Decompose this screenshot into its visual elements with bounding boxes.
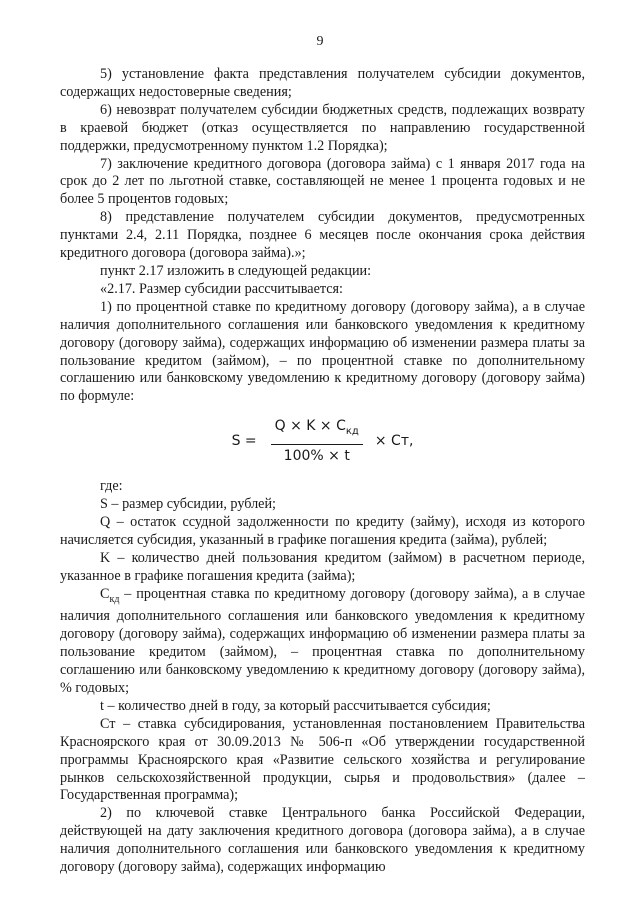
paragraph-method-2: 2) по ключевой ставке Центрального банка Российской Федерации, действующей на дату заключения кредитного договора (договора займа), а в случае наличия дополнительного соглашения или банковского уведомления к кредитному договору (договору займа), содержащих информацию [60, 805, 585, 876]
subsidy-formula [60, 406, 585, 478]
paragraph-item-5: 5) установление факта представления получателем субсидии документов, содержащих недостоверные сведения; [60, 66, 585, 100]
paragraph-method-1: 1) по процентной ставке по кредитному договору (договору займа), а в случае наличия дополнительного соглашения или банковского уведомления к кредитному договору (договору займа), содержащих информацию об изменении размера платы за пользование кредитом (займом), – по процентной ставке по дополнительному соглашению или банковскому уведомлению к кредитному договору (договору займа) по формуле: [60, 298, 585, 405]
ckd-symbol: С [100, 585, 110, 602]
document-body [60, 66, 585, 877]
paragraph-item-8: 8) представление получателем субсидии документов, предусмотренных пунктами 2.4, 2.11 Порядка, позднее 6 месяцев после окончания срока действия кредитного договора (договора займа).»; [60, 209, 585, 262]
definition-s: S – размер субсидии, рублей; [100, 496, 276, 513]
paragraph-amendment-intro: пункт 2.17 изложить в следующей редакции: [100, 262, 372, 279]
ckd-subscript: кд [109, 593, 120, 605]
paragraph-2-17-heading: «2.17. Размер субсидии рассчитывается: [100, 280, 344, 297]
definition-q: Q – остаток ссудной задолженности по кредиту (займу), исходя из которого начисляется субсидия, указанный в графике погашения кредита (займа), рублей; [60, 514, 585, 548]
formula-denominator: 100% × t [283, 448, 350, 465]
paragraph-where: где: [100, 478, 123, 495]
definition-ckd [60, 586, 585, 698]
formula-numerator [271, 418, 363, 445]
definition-st: Ст – ставка субсидирования, установленная постановлением Правительства Красноярского края от 30.09.2013 № 506-п «Об утверждении государственной программы Красноярского края «Развитие сельского хозяйства и регулирование рынков сельскохозяйственной продукции, сырья и продовольствия» (далее – Государственная программа); [60, 715, 585, 804]
formula-numerator-main: Q × K × C [274, 418, 346, 435]
definition-k: K – количество дней пользования кредитом (займом) в расчетном периоде, указанное в графике погашения кредита (займа); [60, 549, 585, 584]
page-number: 9 [316, 34, 324, 49]
ckd-text: – процентная ставка по кредитному договору (договору займа), а в случае наличия дополнительного соглашения или банковского уведомления к кредитному договору (договору займа), содержащих информацию об изменении размера платы за пользование кредитом (займом), – процентная ставка по дополнительному соглашению или банковскому уведомлению к кредитному договору (договору займа), % годовых; [60, 585, 585, 697]
formula-numerator-subscript: кд [345, 426, 359, 438]
formula-tail: × Ст, [374, 433, 414, 450]
definition-t: t – количество дней в году, за который рассчитывается субсидия; [100, 697, 491, 714]
paragraph-item-7: 7) заключение кредитного договора (договора займа) с 1 января 2017 года на срок до 2 лет по льготной ставке, составляющей не менее 1 процента годовых и не более 5 процентов годовых; [60, 155, 585, 208]
formula-lhs: S = [231, 433, 257, 450]
formula-fraction [271, 418, 363, 466]
paragraph-item-6: 6) невозврат получателем субсидии бюджетных средств, подлежащих возврату в краевой бюджет (отказ осуществляется по направлению государственной поддержки, предусмотренному пунктом 1.2 Порядка); [60, 101, 585, 154]
